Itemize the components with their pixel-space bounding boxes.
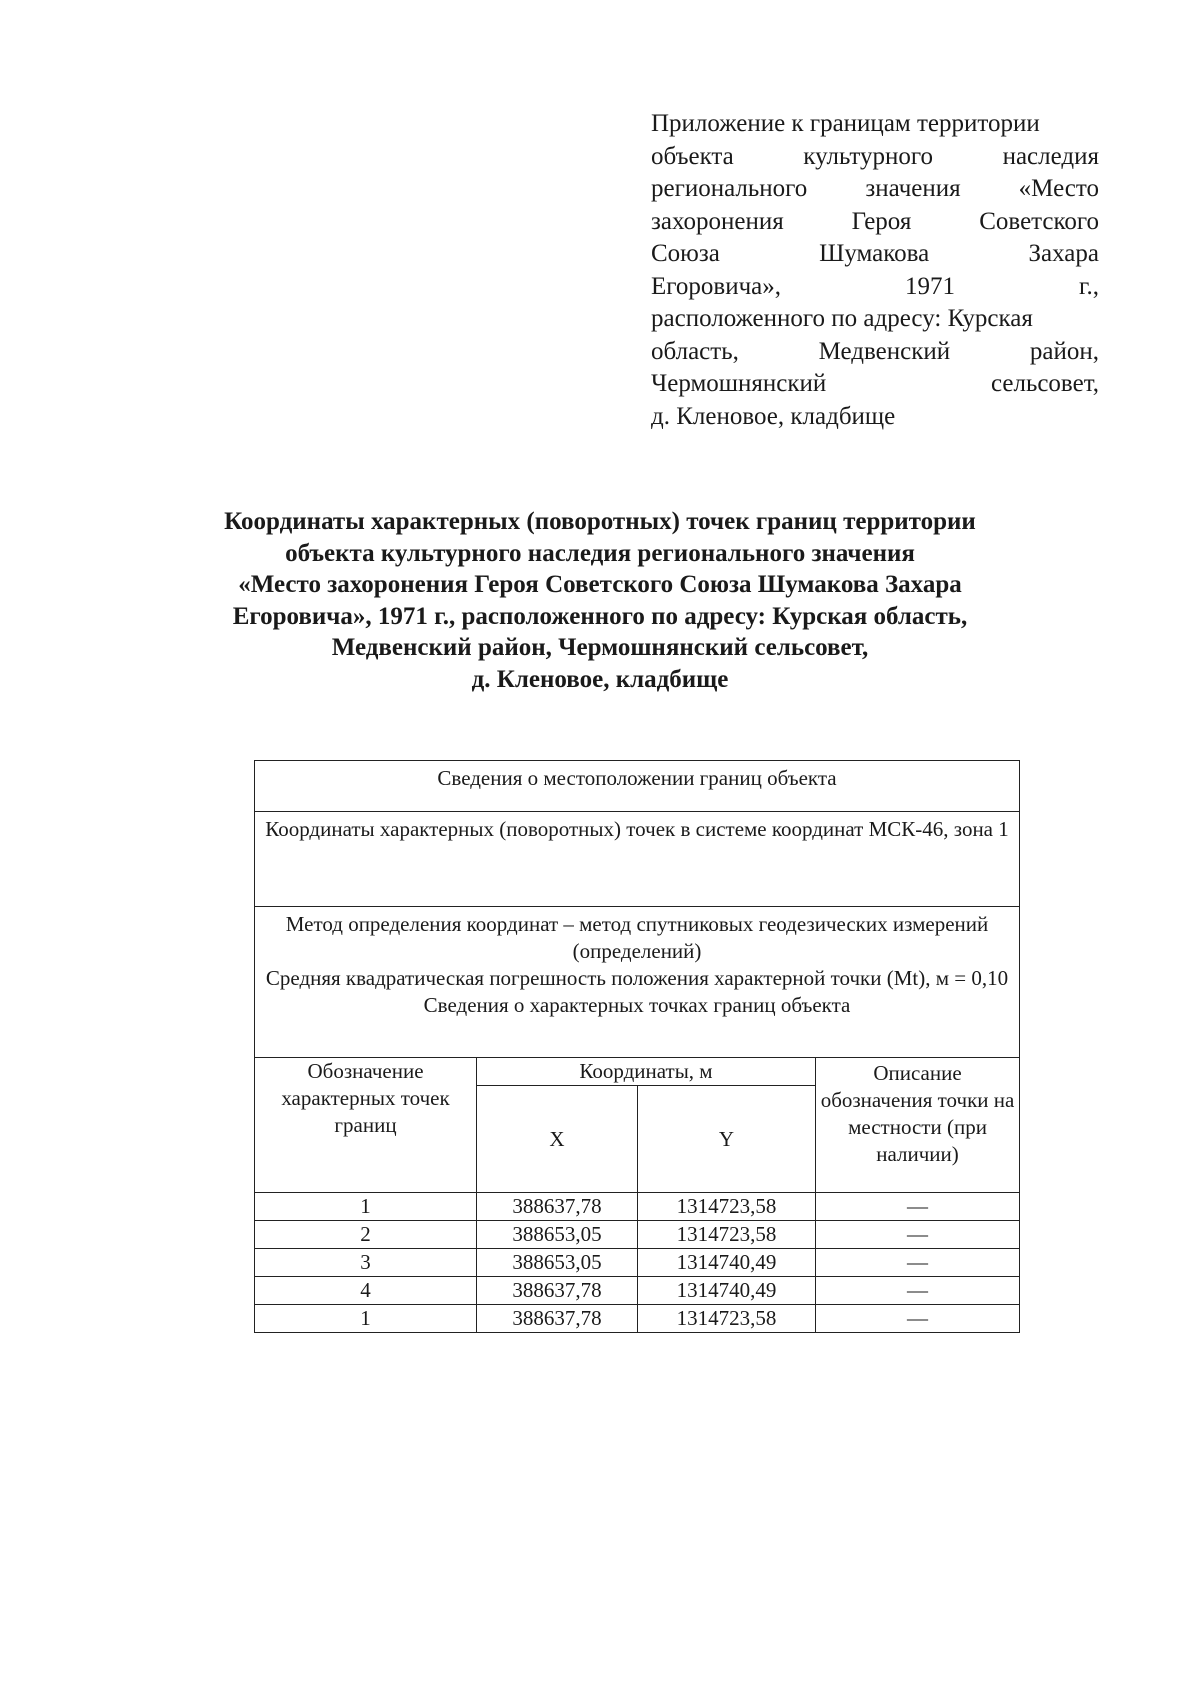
title-line: Егоровича», 1971 г., расположенного по адресу: Курская область, — [232, 602, 968, 630]
title-line: Медвенский район, Чермошнянский сельсовет, — [331, 634, 869, 661]
table-header-row — [255, 812, 1020, 907]
y-value: 1314723,58 — [638, 1221, 816, 1249]
appendix-line: область, Медвенский район, — [651, 337, 1099, 365]
appendix-line: Чермошнянский сельсовет, — [651, 370, 1099, 397]
coords-system-cell: Координаты характерных (поворотных) точек в системе координат МСК-46, зона 1 — [255, 812, 1020, 907]
appendix-line: Егоровича», 1971 г., — [651, 272, 1099, 300]
coordinates-header: Координаты, м — [477, 1058, 816, 1086]
title-line: «Место захоронения Героя Советского Союза Шумакова Захара — [238, 571, 962, 598]
coordinates-table — [254, 760, 1020, 1333]
description-header: Описание обозначения точки на местности (при наличии) — [816, 1058, 1020, 1193]
title-line: Координаты характерных (поворотных) точек границ территории — [224, 508, 976, 535]
y-value: 1314740,49 — [638, 1277, 816, 1305]
point-number: 3 — [255, 1249, 477, 1277]
x-value: 388637,78 — [477, 1277, 638, 1305]
appendix-line: объекта культурного наследия — [651, 142, 1099, 170]
table-header-row — [255, 761, 1020, 812]
table-row — [255, 1305, 1020, 1333]
appendix-line: Союза Шумакова Захара — [651, 240, 1099, 267]
appendix-note — [651, 108, 1099, 433]
designation-header: Обозначение характерных точек границ — [255, 1058, 477, 1193]
points-info-line: Сведения о характерных точках границ объекта — [423, 993, 851, 1017]
point-description: — — [816, 1221, 1020, 1249]
point-description: — — [816, 1305, 1020, 1333]
appendix-line: д. Кленовое, кладбище — [651, 402, 896, 430]
point-number: 2 — [255, 1221, 477, 1249]
x-value: 388637,78 — [477, 1305, 638, 1333]
point-description: — — [816, 1249, 1020, 1277]
point-number: 4 — [255, 1277, 477, 1305]
x-value: 388653,05 — [477, 1249, 638, 1277]
appendix-line: регионального значения «Место — [651, 175, 1099, 202]
table-row — [255, 1221, 1020, 1249]
y-value: 1314723,58 — [638, 1305, 816, 1333]
table-row — [255, 1277, 1020, 1305]
method-cell — [255, 907, 1020, 1058]
y-header: Y — [638, 1086, 816, 1193]
appendix-line: расположенного по адресу: Курская — [651, 305, 1033, 332]
error-line: Средняя квадратическая погрешность положения характерной точки (Mt), м = 0,10 — [265, 966, 1009, 990]
table-header-row — [255, 907, 1020, 1058]
appendix-line: захоронения Героя Советского — [651, 207, 1099, 235]
column-header-row — [255, 1058, 1020, 1086]
point-number: 1 — [255, 1305, 477, 1333]
table-row — [255, 1193, 1020, 1221]
method-line: Метод определения координат – метод спутниковых геодезических измерений (определений) — [285, 912, 989, 963]
point-description: — — [816, 1277, 1020, 1305]
title-line: д. Кленовое, кладбище — [471, 665, 729, 693]
location-header-cell: Сведения о местоположении границ объекта — [255, 761, 1020, 812]
point-description: — — [816, 1193, 1020, 1221]
y-value: 1314723,58 — [638, 1193, 816, 1221]
appendix-line: Приложение к границам территории — [651, 110, 1040, 137]
x-value: 388637,78 — [477, 1193, 638, 1221]
x-value: 388653,05 — [477, 1221, 638, 1249]
y-value: 1314740,49 — [638, 1249, 816, 1277]
title-line: объекта культурного наследия регионального значения — [285, 539, 915, 567]
x-header: X — [477, 1086, 638, 1193]
point-number: 1 — [255, 1193, 477, 1221]
document-title — [150, 506, 1050, 695]
table-row — [255, 1249, 1020, 1277]
